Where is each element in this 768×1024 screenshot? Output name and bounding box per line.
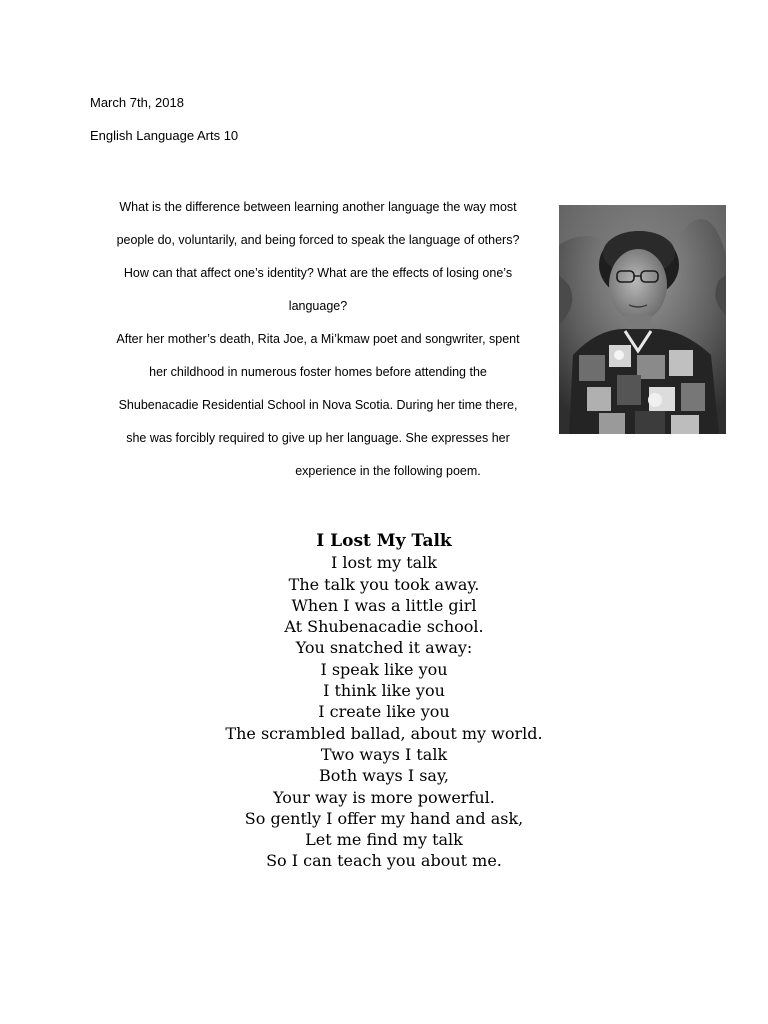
intro-line: What is the difference between learning another language the way most [119,200,517,214]
poem-line: Two ways I talk [320,744,448,764]
poem-title: I Lost My Talk [316,531,452,551]
poem-line: Both ways I say, [319,766,449,786]
poem-line: I think like you [323,681,445,701]
poem-line: The scrambled ballad, about my world. [225,723,543,743]
poem-line: When I was a little girl [291,595,477,615]
document-date: March 7th, 2018 [90,95,184,110]
poem-line: I speak like you [320,659,448,679]
portrait-photo [559,205,726,434]
course-title: English Language Arts 10 [90,128,239,143]
poem-line: You snatched it away: [295,638,473,658]
intro-line: Shubenacadie Residential School in Nova Scotia. During her time there, [118,398,518,412]
poem [184,531,584,872]
poem-line: I create like you [318,702,450,722]
poem-line: Your way is more powerful. [273,787,495,807]
poem-line: Let me find my talk [305,830,463,850]
intro-paragraph [86,191,550,488]
intro-line: her childhood in numerous foster homes before attending the [149,365,487,379]
poem-line: So I can teach you about me. [266,851,502,871]
intro-line: people do, voluntarily, and being forced to speak the language of others? [116,233,520,247]
poem-line: The talk you took away. [288,574,480,594]
intro-line: After her mother’s death, Rita Joe, a Mi’kmaw poet and songwriter, spent [116,332,520,346]
poem-line: At Shubenacadie school. [284,617,484,637]
poem-line: So gently I offer my hand and ask, [244,808,524,828]
intro-line: How can that affect one’s identity? What are the effects of losing one’s [123,266,513,280]
poem-line: I lost my talk [331,553,437,573]
intro-line: language? [288,299,348,313]
intro-line: she was forcibly required to give up her language. She expresses her [126,431,510,445]
intro-line: experience in the following poem. [295,464,481,478]
